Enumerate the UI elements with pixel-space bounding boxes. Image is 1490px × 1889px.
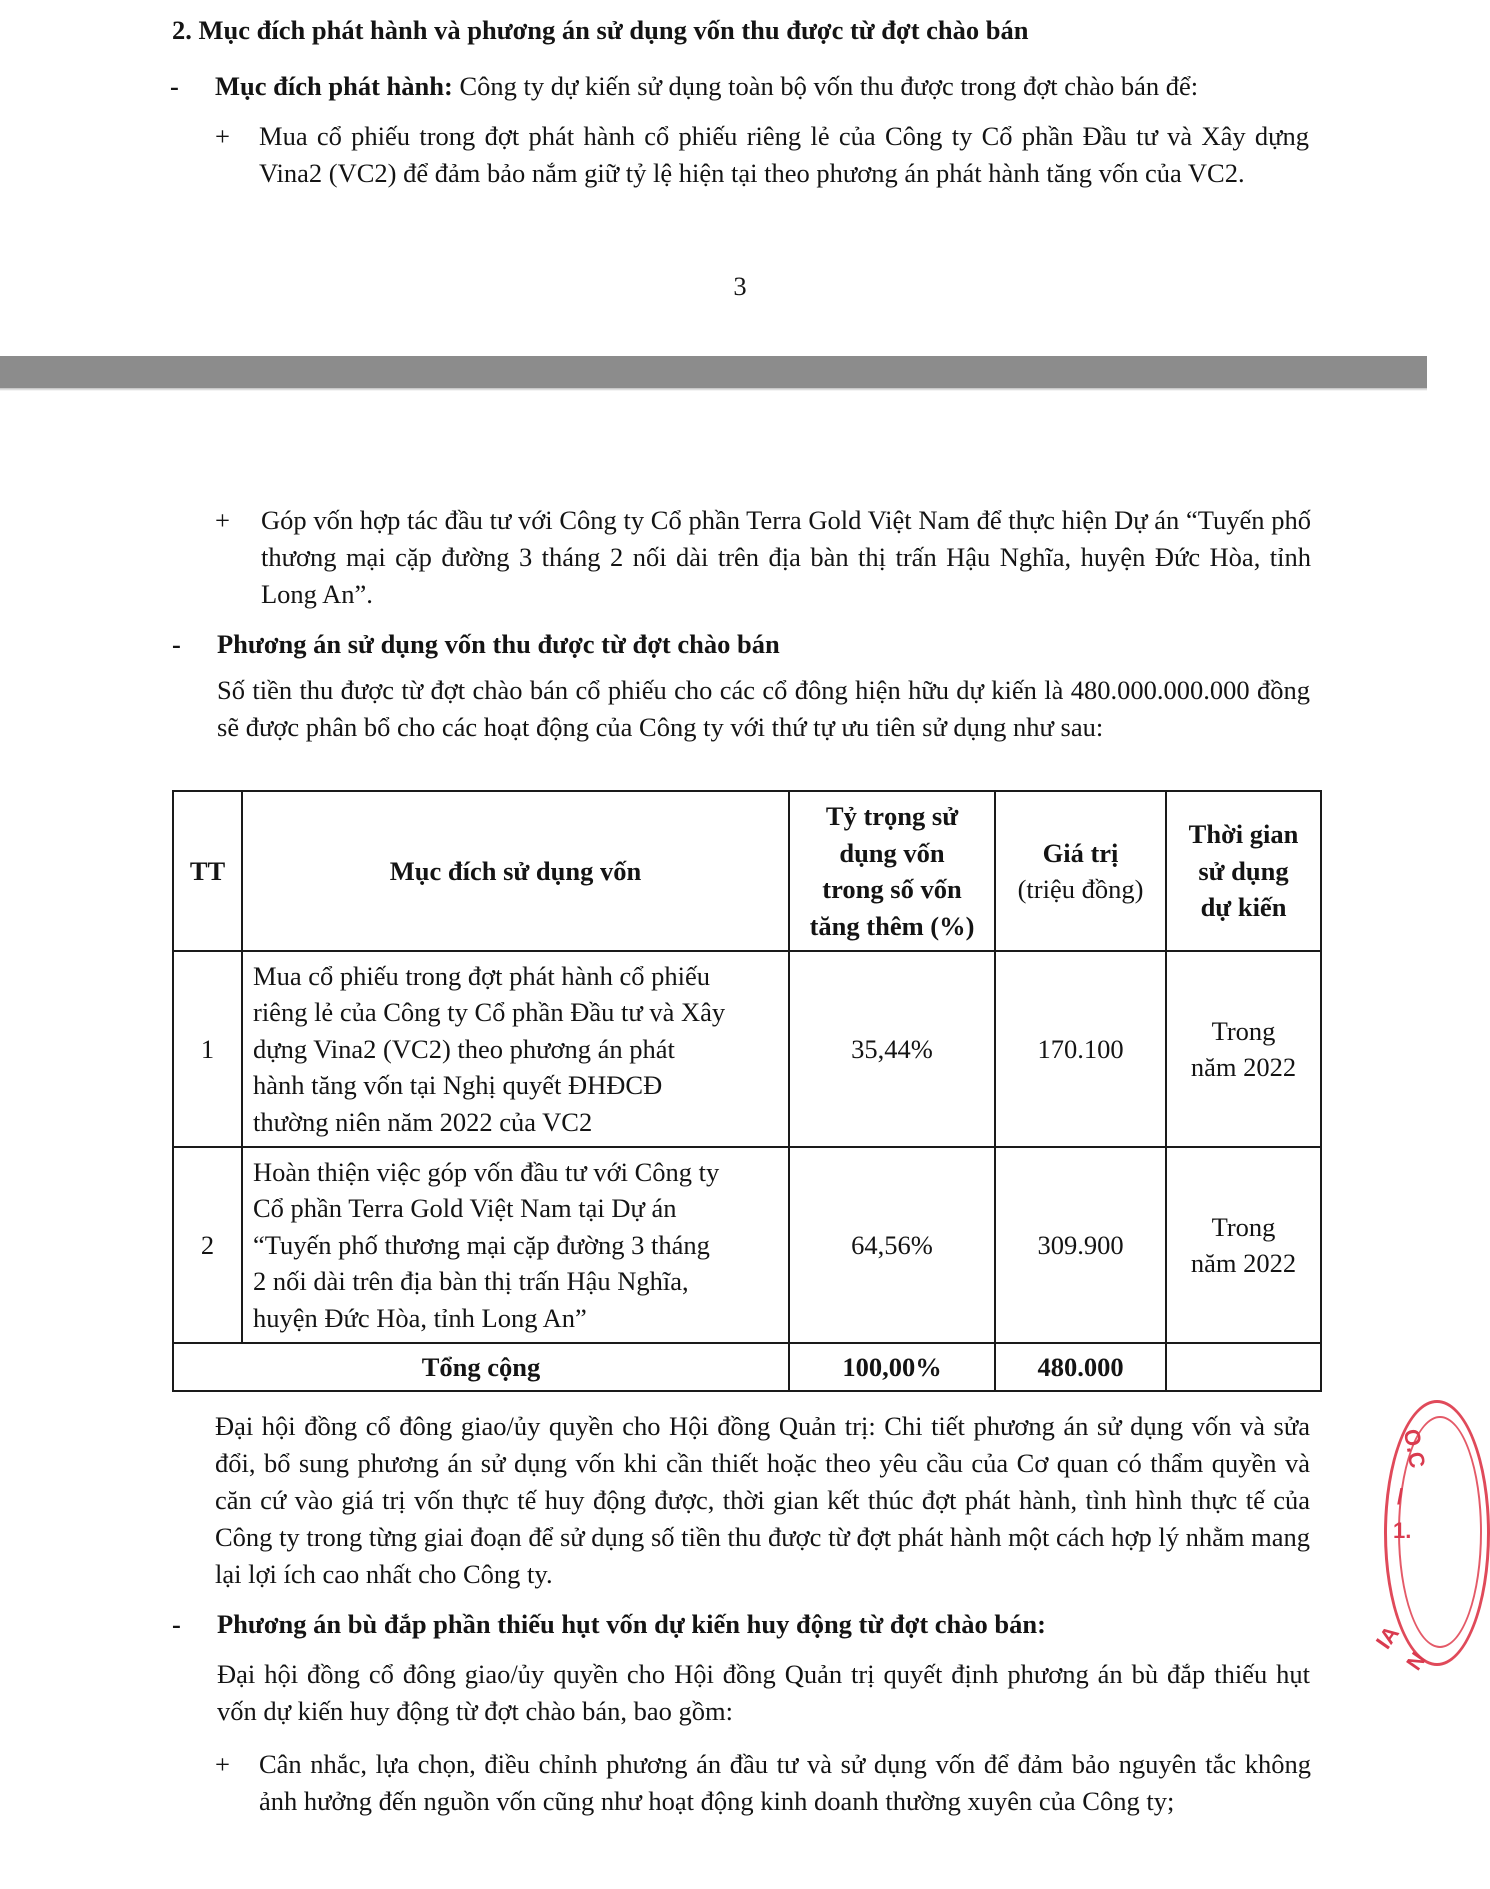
row-purpose: Mua cổ phiếu trong đợt phát hành cổ phiếu riêng lẻ của Công ty Cổ phần Đầu tư và Xây dựng Vina2 (VC2) theo phương án phát hành tăng vốn tại Nghị quyết ĐHĐCĐ thường niên năm 2022 của VC2: [242, 951, 789, 1147]
plus-marker: +: [215, 505, 230, 535]
dash-marker: -: [172, 629, 181, 659]
header-purpose: Mục đích sử dụng vốn: [242, 791, 789, 951]
header-time: Thời gian sử dụng dự kiến: [1166, 791, 1321, 951]
capital-plan-title: Phương án sử dụng vốn thu được từ đợt chào bán: [217, 629, 780, 659]
total-time: [1166, 1343, 1321, 1391]
total-label: Tổng cộng: [173, 1343, 789, 1391]
capital-plan-text: Số tiền thu được từ đợt chào bán cổ phiếu cho các cổ đông hiện hữu dự kiến là 480.000.000.000 đồng sẽ được phân bổ cho các hoạt động của Công ty với thứ tự ưu tiên sử dụng như sau:: [217, 675, 1310, 742]
row-time: Trong năm 2022: [1166, 951, 1321, 1147]
row-value: 309.900: [995, 1147, 1166, 1343]
row-tt: 2: [173, 1147, 242, 1343]
shortfall-item-1: Cân nhắc, lựa chọn, điều chỉnh phương án đầu tư và sử dụng vốn để đảm bảo nguyên tắc không ảnh hưởng đến nguồn vốn cũng như hoạt động kinh doanh thường xuyên của Công ty;: [259, 1749, 1311, 1816]
page-break-band: [0, 356, 1427, 388]
table-header-row: [173, 791, 1321, 951]
total-value: 480.000: [995, 1343, 1166, 1391]
seal-text: O.C: [1398, 1427, 1431, 1470]
purpose-item-1: Mua cổ phiếu trong đợt phát hành cổ phiếu riêng lẻ của Công ty Cổ phần Đầu tư và Xây dựng Vina2 (VC2) để đảm bảo nắm giữ tỷ lệ hiện tại theo phương án phát hành tăng vốn của VC2.: [259, 121, 1309, 188]
seal-text: IA N: [1370, 1621, 1431, 1675]
shortfall-text: Đại hội đồng cổ đông giao/ủy quyền cho Hội đồng Quản trị quyết định phương án bù đắp thiếu hụt vốn dự kiến huy động từ đợt chào bán, bao gồm:: [217, 1659, 1310, 1726]
purpose-item-2: Góp vốn hợp tác đầu tư với Công ty Cổ phần Terra Gold Việt Nam để thực hiện Dự án “Tuyến phố thương mại cặp đường 3 tháng 2 nối dài trên địa bàn thị trấn Hậu Nghĩa, huyện Đức Hòa, tỉnh Long An”.: [261, 505, 1311, 609]
purpose-line: [215, 68, 1325, 105]
row-purpose: Hoàn thiện việc góp vốn đầu tư với Công ty Cổ phần Terra Gold Việt Nam tại Dự án “Tuyến phố thương mại cặp đường 3 tháng 2 nối dài trên địa bàn thị trấn Hậu Nghĩa, huyện Đức Hòa, tỉnh Long An”: [242, 1147, 789, 1343]
purpose-label: Mục đích phát hành:: [215, 71, 453, 101]
purpose-text: Công ty dự kiến sử dụng toàn bộ vốn thu được trong đợt chào bán để:: [452, 71, 1199, 101]
row-ratio: 35,44%: [789, 951, 995, 1147]
section-heading: 2. Mục đích phát hành và phương án sử dụng vốn thu được từ đợt chào bán: [172, 15, 1029, 45]
dash-marker: -: [170, 71, 179, 101]
row-ratio: 64,56%: [789, 1147, 995, 1343]
header-ratio: Tỷ trọng sử dụng vốn trong số vốn tăng thêm (%): [789, 791, 995, 951]
table-row: [173, 951, 1321, 1147]
page-number: 3: [733, 271, 747, 301]
dash-marker: -: [172, 1609, 181, 1639]
table-row: [173, 1147, 1321, 1343]
row-time: Trong năm 2022: [1166, 1147, 1321, 1343]
plus-marker: +: [215, 1749, 230, 1779]
seal-text: /: [1397, 1484, 1404, 1509]
authorization-paragraph: Đại hội đồng cổ đông giao/ủy quyền cho Hội đồng Quản trị: Chi tiết phương án sử dụng vốn và sửa đổi, bổ sung phương án sử dụng vốn khi cần thiết hoặc theo yêu cầu của Cơ quan có thẩm quyền và căn cứ vào giá trị vốn thực tế huy động được, thời gian kết thúc đợt phát hành, tình hình thực tế của Công ty trong từng giai đoạn để sử dụng số tiền thu được từ đợt phát hành một cách hợp lý nhằm mang lại lợi ích cao nhất cho Công ty.: [215, 1411, 1310, 1589]
plus-marker: +: [215, 121, 230, 151]
header-value: Giá trị (triệu đồng): [995, 791, 1166, 951]
total-ratio: 100,00%: [789, 1343, 995, 1391]
seal-text: 1.: [1393, 1518, 1412, 1543]
row-tt: 1: [173, 951, 242, 1147]
capital-allocation-table: [172, 790, 1322, 1392]
row-value: 170.100: [995, 951, 1166, 1147]
table-total-row: [173, 1343, 1321, 1391]
header-tt: TT: [173, 791, 242, 951]
shortfall-title: Phương án bù đắp phần thiếu hụt vốn dự kiến huy động từ đợt chào bán:: [217, 1609, 1046, 1639]
